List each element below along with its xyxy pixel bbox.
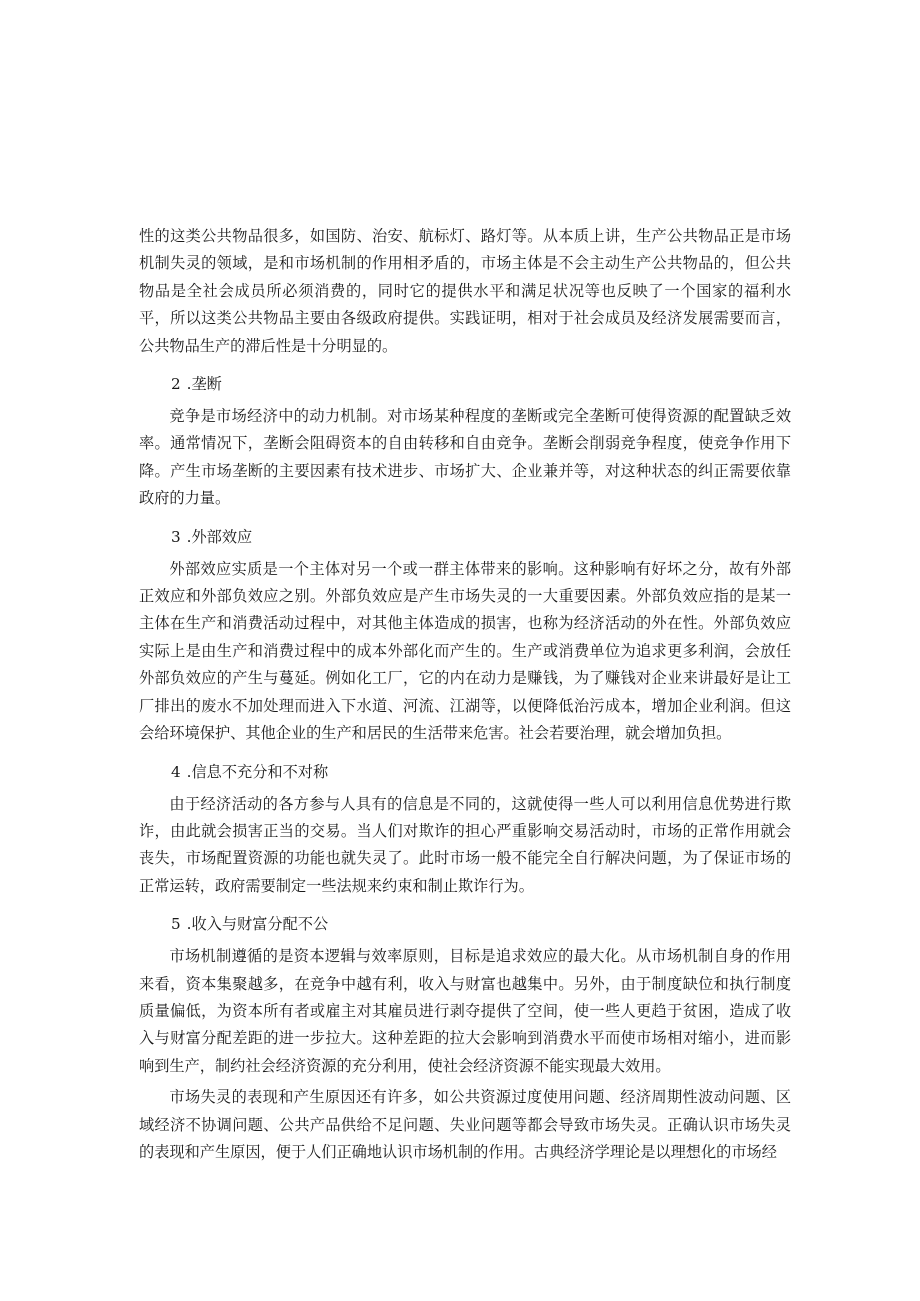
document-page: [139, 223, 791, 1166]
section-number: 5: [171, 915, 181, 934]
section-information: [139, 759, 791, 901]
section-heading: [139, 371, 791, 397]
section-number: 2: [171, 375, 181, 394]
section-paragraph: 由于经济活动的各方参与人具有的信息是不同的，这就使得一些人可以利用信息优势进行欺诈，由此就会损害正当的交易。当人们对欺诈的担心严重影响交易活动时，市场的正常作用就会丧失，市场配置资源的功能也就失灵了。此时市场一般不能完全自行解决问题，为了保证市场的正常运转，政府需要制定一些法规来约束和制止欺诈行为。: [139, 794, 791, 895]
section-title: .信息不充分和不对称: [186, 762, 329, 781]
section-heading: [139, 524, 791, 550]
section-title: .外部效应: [186, 527, 253, 546]
section-distribution: [139, 911, 791, 1080]
section-heading: [139, 759, 791, 785]
section-title: .收入与财富分配不公: [186, 915, 329, 934]
section-externality: [139, 524, 791, 748]
section-title: .垄断: [186, 375, 222, 394]
section-paragraph: 市场机制遵循的是资本逻辑与效率原则，目标是追求效应的最大化。从市场机制自身的作用来看，资本集聚越多，在竞争中越有利，收入与财富也越集中。另外，由于制度缺位和执行制度质量偏低，为资本所有者或雇主对其雇员进行剥夺提供了空间，使一些人更趋于贫困，造成了收入与财富分配差距的进一步拉大。这种差距的拉大会影响到消费水平而使市场相对缩小，进而影响到生产，制约社会经济资源的充分利用，使社会经济资源不能实现最大效用。: [139, 947, 791, 1075]
section-number: 4: [171, 762, 181, 781]
section-monopoly: [139, 371, 791, 513]
intro-paragraph: 性的这类公共物品很多，如国防、治安、航标灯、路灯等。从本质上讲，生产公共物品正是市场机制失灵的领域，是和市场机制的作用相矛盾的，市场主体是不会主动生产公共物品的，但公共物品是全社会成员所必须消费的，同时它的提供水平和满足状况等也反映了一个国家的福利水平，所以这类公共物品主要由各级政府提供。实践证明，相对于社会成员及经济发展需要而言，公共物品生产的滞后性是十分明显的。: [139, 227, 791, 355]
section-number: 3: [171, 527, 181, 546]
closing-paragraph: 市场失灵的表现和产生原因还有许多，如公共资源过度使用问题、经济周期性波动问题、区域经济不协调问题、公共产品供给不足问题、失业问题等都会导致市场失灵。正确认识市场失灵的表现和产生原因，便于人们正确地认识市场机制的作用。古典经济学理论是以理想化的市场经: [139, 1088, 791, 1161]
section-paragraph: 竞争是市场经济中的动力机制。对市场某种程度的垄断或完全垄断可使得资源的配置缺乏效率。通常情况下，垄断会阻碍资本的自由转移和自由竞争。垄断会削弱竞争程度，使竞争作用下降。产生市场垄断的主要因素有技术进步、市场扩大、企业兼并等，对这种状态的纠正需要依靠政府的力量。: [139, 407, 791, 508]
section-paragraph: 外部效应实质是一个主体对另一个或一群主体带来的影响。这种影响有好坏之分，故有外部正效应和外部负效应之别。外部负效应是产生市场失灵的一大重要因素。外部负效应指的是某一主体在生产和消费活动过程中，对其他主体造成的损害，也称为经济活动的外在性。外部负效应实际上是由生产和消费过程中的成本外部化而产生的。生产或消费单位为追求更多利润，会放任外部负效应的产生与蔓延。例如化工厂，它的内在动力是赚钱，为了赚钱对企业来讲最好是让工厂排出的废水不加处理而进入下水道、河流、江湖等，以便降低治污成本，增加企业利润。但这会给环境保护、其他企业的生产和居民的生活带来危害。社会若要治理，就会增加负担。: [139, 559, 791, 743]
section-heading: [139, 911, 791, 937]
